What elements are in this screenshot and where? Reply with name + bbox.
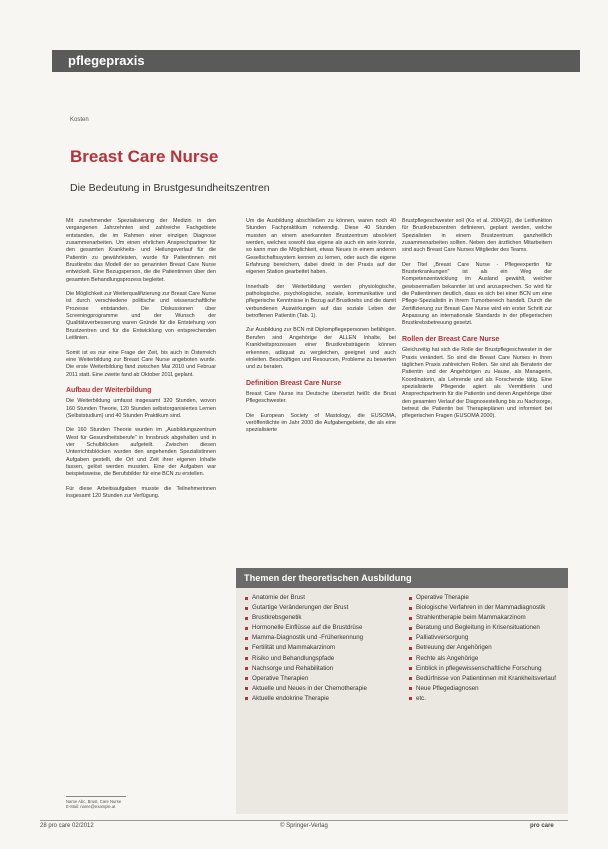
article-title: Breast Care Nurse (70, 147, 219, 166)
paragraph: Der Titel „Breast Care Nurse - Pflegeexpertin für Brusterkrankungen" ist als ein Weg der Kompetenzentwicklung im Ausland gewählt, welcher gewissermaßen bekannter ist und anzusprechen. So wird für die Patientinnen deutlich, dass es sich bei einer BCN um eine Pflege-Spezialistin in ihrem Tumorbereich handelt. Durch die Zertifizierung zur Breast Care Nurse wird ein erster Schritt zur Anpassung an internationale Standards in der pflegerischen Brustkrebsbetreuung gesetzt. (402, 261, 552, 327)
themes-box (236, 568, 568, 814)
list-item: Beratung und Begleitung in Krisensituationen (408, 624, 564, 632)
paragraph: Die 160 Stunden Theorie wurden im „Ausbildungszentrum West für Gesundheitsberufe" in Innsbruck abgehalten und in vier Schulblöcken aufgeteilt. Zwischen diesen Unterrichtsblöcken wurden den angehenden Spezialistinnen Aufgaben gestellt, die Ort und Zeit ihrer eigenen Inhalte fassen, gelöst werden mussten. Eine der Aufgaben war beispielsweise, die Berufsbilder für eine BCN zu erstellen. (66, 427, 216, 478)
themes-list-right (408, 594, 564, 705)
list-item: Neue Pflegediagnosen (408, 685, 564, 693)
list-item: Fertilität und Mammakarzinom (244, 644, 400, 652)
paragraph: Um die Ausbildung abschließen zu können, waren noch 40 Stunden Fachpraktikum notwendig. Diese 40 Stunden mussten an einem anerkannten Brustzentrum absolviert werden, welches sowohl das eigene als auch ein sein konnte, so kann man die Möglichkeit, etwas Neues in einem anderen Gesellschaftssystem kennen zu lernen, oder auch die eigene Erfahrung bereichern, dabei direkt in der Praxis auf der eigenen Station gearbeitet haben. (246, 218, 396, 276)
paragraph: Die Möglichkeit zur Weiterqualifizierung zur Breast Care Nurse ist durch verschiedene politische und wissenschaftliche Prozesse entstanden. Die Diskussionen über Screeningprogramme und der Wunsch der Qualitätsverbesserung waren Gründe für die Entstehung von Brustzentren und für die Entwicklung von entsprechenden Leitlinien. (66, 291, 216, 342)
paragraph: Zur Ausbildung zur BCN mit Diplompflegepersonen befähigen. Berufen sind Angehörige der ALLEN Inhalte, bei Krankheitsprozessen einer Brustkrebsträgerin können erkennen, adäquat zu vergleichen, geeignet und auch einleiten. Beschäftigen und Resourcen, Probleme zu bewerten und zu beraten. (246, 327, 396, 371)
text-column-3 (402, 218, 552, 428)
paragraph: Die European Society of Mastology, die EUSOMA, veröffentlichte im Jahr 2000 die Aufgabengebiete, die als eine spezialisierte (246, 412, 396, 434)
list-item: etc. (408, 695, 564, 703)
text-column-1 (66, 218, 216, 507)
paragraph: Gleichzeitig hat sich die Rolle der Brustpflegeschwester in der Praxis verändert. So sind die Breast Care Nurses in ihren täglichen Praxis zahlreichen Rollen. Sie sind als Beraterin der Patientin und der Angehörigen zu Hause, als Managerin, Koordinatorin, als Lehrende und als Forschende tätig. Eine spezialisierte Pflegende agiert als Vermittlerin und Ansprechpartnerin für die Patientin und deren Angehörige über den gesamten Verlauf der Diagnosestellung bis zu Nachsorge, betreut die Patientin bei Therapieplänen und informiert bei pflegerischen Fragen (EUSOMA 2000). (402, 347, 552, 420)
list-item: Bedürfnisse von Patientinnen mit Krankheitsverlauf (408, 675, 564, 683)
footer-publisher: © Springer-Verlag (280, 823, 328, 829)
list-item: Aktuelle endokrine Therapie (244, 695, 400, 703)
text-column-2 (246, 218, 396, 442)
list-item: Strahlentherapie beim Mammakarzinom (408, 614, 564, 622)
footnote-divider (66, 796, 126, 797)
section-label: Kosten (70, 117, 89, 123)
footnote-line: Name Abc, Brust, Care Nurse (66, 799, 122, 804)
list-item: Brustkrebsgenetik (244, 614, 400, 622)
paragraph: Mit zunehmender Spezialisierung der Medizin in den vergangenen Jahrzehnten sind zahlreiche Fachgebiete entstanden, die im Rahmen einer einzigen Diagnose zusammenarbeiten. Um einen ehrlichen Ansprechpartner für den gesamten Krankheits- und Heilungsverlauf für die Patientin zu gewährleisten, wurde für Patientinnen mit Brustkrebs das Modell der so genannten Breast Care Nurse entwickelt. Eine Bezugsperson, die die Patientinnen über den gesamten Behandlungsprozess begleitet. (66, 218, 216, 283)
list-item: Palliativversorgung (408, 634, 564, 642)
footnote-line: E-Mail: name@example.at (66, 804, 116, 810)
list-item: Nachsorge und Rehabilitation (244, 665, 400, 673)
section-heading: Definition Breast Care Nurse (246, 379, 342, 387)
paragraph: Brustpflegeschwester soll (Ko et al. 2004)(2), die Leitfunktion für Brustkrebszentren definieren, geplant werden, welche Spezialisten in einem Brustzentrum ganzheitlich zusammenarbeiten sollten. Neben den ärztlichen Mitarbeitern sind auch Breast Care Nurses Mitglieder des Teams. (402, 218, 552, 254)
list-item: Biologische Verfahren in der Mammadiagnostik (408, 604, 564, 612)
list-item: Betreuung der Angehörigen (408, 644, 564, 652)
list-item: Operative Therapien (244, 675, 400, 683)
paragraph: Somit ist es nur eine Frage der Zeit, bis auch in Österreich eine Weiterbildung zur Breast Care Nurse angeboten wurde. Die erste Weiterbildung fand zwischen Mai 2010 und Februar 2011 statt. Eine zweite fand ab Oktober 2011 geplant. (66, 349, 216, 378)
paragraph: Für diese Arbeitsaufgaben musste die Teilnehmerinnen insgesamt 120 Stunden zur Verfügung. (66, 485, 216, 499)
list-item: Rechte als Angehörige (408, 655, 564, 663)
list-item: Risiko und Behandlungspfade (244, 655, 400, 663)
themes-box-title: Themen der theoretischen Ausbildung (236, 568, 568, 588)
list-item: Operative Therapie (408, 594, 564, 602)
footer-divider (40, 820, 568, 821)
list-item: Gutartige Veränderungen der Brust (244, 604, 400, 612)
list-item: Aktuelle und Neues in der Chemotherapie (244, 685, 400, 693)
paragraph: Innerhalb der Weiterbildung werden physiologische, pathologische, psychologische, soziale, kommunikative und pflegerische Kenntnisse in Bezug auf Brustkrebs und die damit verbundenen Auswirkungen auf das soziale Leben der betroffenen Patientin (Tab. 1). (246, 283, 396, 320)
section-heading: Aufbau der Weiterbildung (66, 386, 152, 394)
list-item: Anatomie der Brust (244, 594, 400, 602)
article-subtitle: Die Bedeutung in Brustgesundheitszentren (70, 182, 270, 194)
list-item: Mamma-Diagnostik und -Früherkennung (244, 634, 400, 642)
paragraph: Breast Care Nurse ins Deutsche übersetzt heißt: die Brust Pflegeschwester. (246, 390, 396, 405)
footer-page-info: 28 pro care 02/2012 (40, 823, 94, 829)
paragraph: Die Weiterbildung umfasst insgesamt 320 Stunden, wovon 160 Stunden Theorie, 120 Stunden selbstorganisiertes Lernen (Selbststudium) und 40 Stunden Praktikum sind. (66, 398, 216, 419)
section-heading: Rollen der Breast Care Nurse (402, 335, 500, 343)
author-footnote (66, 799, 121, 809)
list-item: Einblick in pflegewissenschaftliche Forschung (408, 665, 564, 673)
footer-journal: pro care (530, 823, 554, 829)
journal-section-title: pflegepraxis (68, 53, 145, 68)
list-item: Hormonelle Einflüsse auf die Brustdrüse (244, 624, 400, 632)
themes-list-left (244, 594, 400, 705)
